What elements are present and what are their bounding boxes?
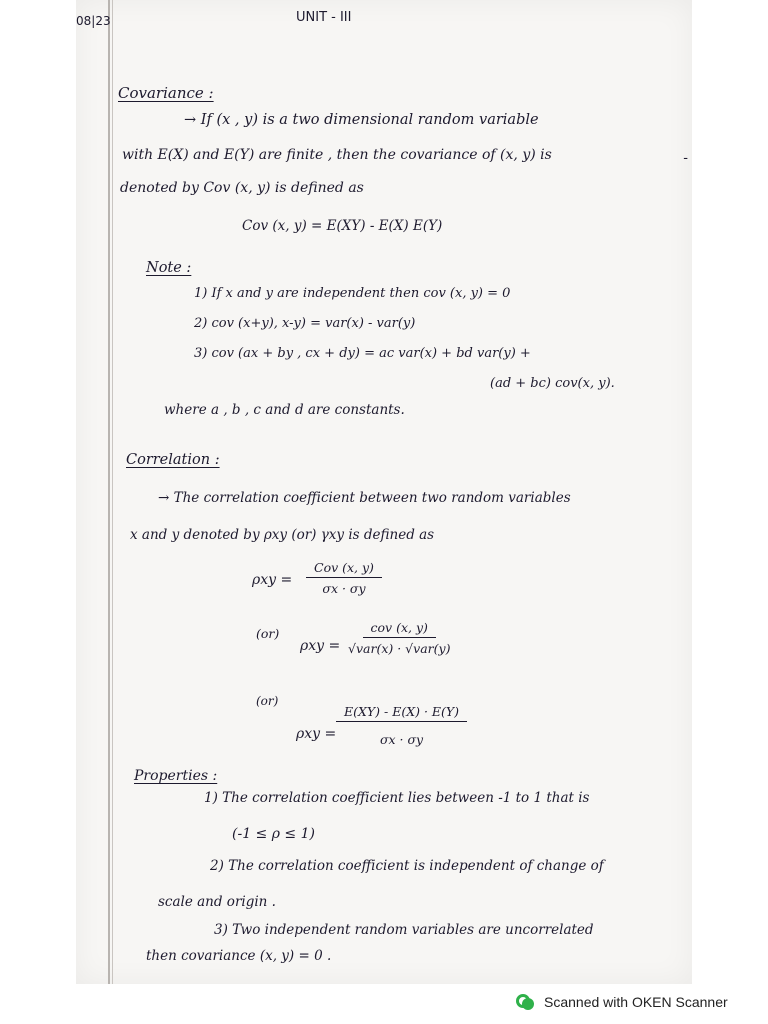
margin-dash: - bbox=[683, 150, 688, 166]
formula-3-lhs: ρxy = bbox=[296, 726, 337, 742]
formula-1-numerator: Cov (x, y) bbox=[306, 560, 382, 578]
correlation-line-1: → The correlation coefficient between two random variables bbox=[158, 490, 571, 506]
oken-scanner-logo-icon bbox=[516, 992, 536, 1012]
property-1: 1) The correlation coefficient lies between -1 to 1 that is bbox=[204, 790, 590, 806]
note-item-3: 3) cov (ax + by , cx + dy) = ac var(x) + bd var(y) + bbox=[194, 346, 531, 361]
note-item-1: 1) If x and y are independent then cov (x, y) = 0 bbox=[194, 286, 511, 301]
formula-2-numerator: cov (x, y) bbox=[363, 620, 436, 638]
notebook-page bbox=[76, 0, 692, 984]
formula-2-lhs: ρxy = bbox=[300, 638, 341, 654]
formula-3-denominator: σx · σy bbox=[379, 732, 424, 747]
formula-1-fraction bbox=[306, 560, 382, 596]
correlation-line-2: x and y denoted by ρxy (or) γxy is defined as bbox=[130, 527, 435, 543]
formula-2-fraction bbox=[348, 620, 450, 656]
formula-2-denominator: √var(x) · √var(y) bbox=[348, 641, 451, 656]
note-item-2: 2) cov (x+y), x-y) = var(x) - var(y) bbox=[194, 316, 416, 331]
margin-line-secondary bbox=[112, 0, 113, 984]
properties-heading: Properties : bbox=[134, 768, 218, 784]
covariance-formula: Cov (x, y) = E(XY) - E(X) E(Y) bbox=[242, 218, 443, 234]
formula-3-fraction bbox=[336, 704, 467, 747]
covariance-line-2: with E(X) and E(Y) are finite , then the covariance of (x, y) is bbox=[122, 147, 552, 163]
scanner-watermark bbox=[516, 992, 728, 1012]
page-date: 08|23 bbox=[76, 14, 111, 28]
margin-line bbox=[108, 0, 110, 984]
formula-1-lhs: ρxy = bbox=[252, 572, 293, 588]
covariance-line-3: denoted by Cov (x, y) is defined as bbox=[120, 180, 364, 196]
scanner-watermark-text: Scanned with OKEN Scanner bbox=[544, 994, 728, 1010]
property-3-continued: then covariance (x, y) = 0 . bbox=[146, 948, 332, 964]
property-3: 3) Two independent random variables are uncorrelated bbox=[214, 922, 594, 938]
property-2-continued: scale and origin . bbox=[158, 894, 276, 910]
property-2: 2) The correlation coefficient is independent of change of bbox=[210, 858, 604, 874]
unit-title: UNIT - III bbox=[296, 10, 352, 25]
covariance-line-1: → If (x , y) is a two dimensional random variable bbox=[184, 112, 539, 128]
or-label-1: (or) bbox=[256, 626, 280, 641]
note-item-3-continued: (ad + bc) cov(x, y). bbox=[490, 376, 615, 391]
or-label-2: (or) bbox=[256, 694, 279, 708]
formula-1-denominator: σx · σy bbox=[322, 581, 366, 596]
property-1-range: (-1 ≤ ρ ≤ 1) bbox=[232, 826, 315, 842]
correlation-heading: Correlation : bbox=[126, 452, 220, 468]
constants-note: where a , b , c and d are constants. bbox=[164, 402, 405, 418]
covariance-heading: Covariance : bbox=[118, 84, 214, 102]
note-heading: Note : bbox=[146, 260, 192, 276]
formula-3-numerator: E(XY) - E(X) · E(Y) bbox=[336, 704, 467, 722]
